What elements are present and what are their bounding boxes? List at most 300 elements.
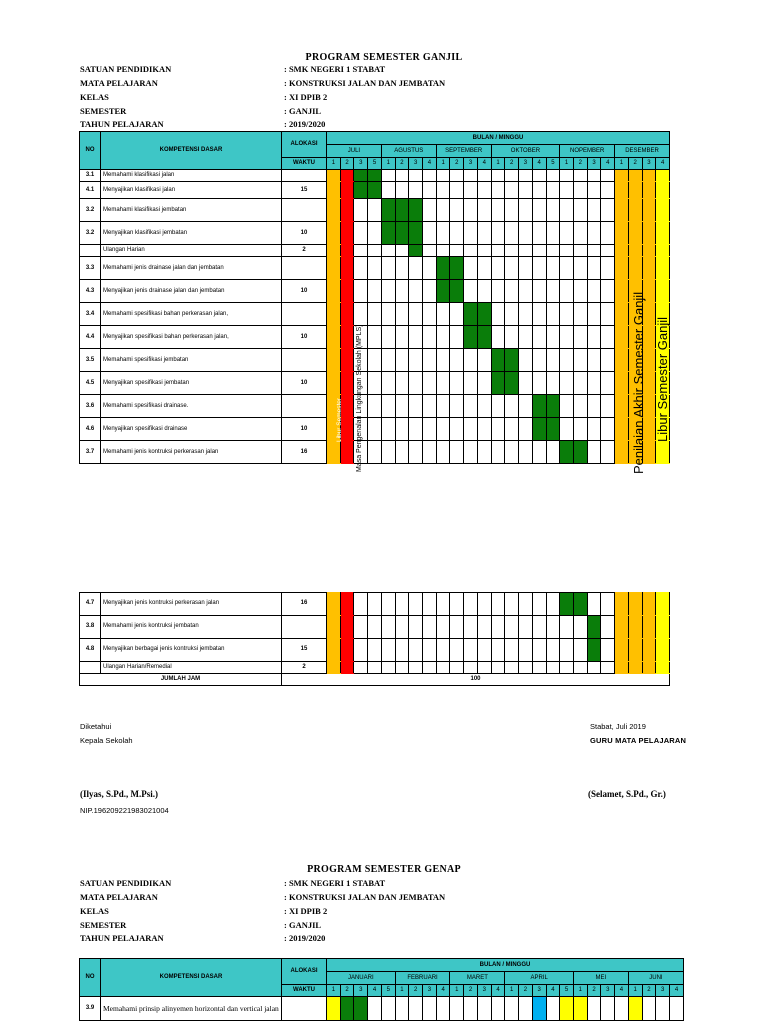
week-cell xyxy=(423,182,437,199)
week-cell xyxy=(560,170,574,182)
week-cell xyxy=(532,441,546,464)
week-cell xyxy=(464,372,478,395)
week-cell xyxy=(354,245,368,257)
kd-number: 3.8 xyxy=(80,615,101,638)
week-cell xyxy=(560,280,574,303)
week-cell xyxy=(340,615,354,638)
week-cell xyxy=(423,395,437,418)
week-cell xyxy=(327,441,341,464)
week-cell xyxy=(519,170,533,182)
ganjil-schedule-table-continued xyxy=(79,588,671,693)
kd-number: 3.1 xyxy=(80,170,101,182)
week-cell xyxy=(656,245,670,257)
week-cell xyxy=(477,418,491,441)
kd-number xyxy=(80,661,101,673)
week-cell xyxy=(532,661,546,673)
week-header: 2 xyxy=(505,158,519,170)
table-row xyxy=(80,222,670,245)
week-cell xyxy=(423,418,437,441)
week-cell xyxy=(327,280,341,303)
week-cell xyxy=(519,395,533,418)
week-cell xyxy=(327,199,341,222)
week-header: 4 xyxy=(477,158,491,170)
week-cell xyxy=(532,349,546,372)
week-cell xyxy=(546,592,560,615)
kd-description: Memahami spesifikasi bahan perkerasan jalan, xyxy=(101,303,282,326)
week-cell xyxy=(340,997,354,1021)
week-cell xyxy=(519,661,533,673)
week-cell xyxy=(368,997,382,1021)
week-cell xyxy=(587,615,601,638)
week-cell xyxy=(656,222,670,245)
week-cell xyxy=(381,170,395,182)
week-cell xyxy=(409,257,423,280)
week-cell xyxy=(381,638,395,661)
week-cell xyxy=(409,441,423,464)
week-cell xyxy=(505,170,519,182)
week-cell xyxy=(587,592,601,615)
week-cell xyxy=(560,349,574,372)
week-cell xyxy=(601,303,615,326)
week-cell xyxy=(615,326,629,349)
week-cell xyxy=(368,326,382,349)
kd-description: Memahami klasifikasi jembatan xyxy=(101,199,282,222)
week-cell xyxy=(477,592,491,615)
week-cell xyxy=(423,372,437,395)
col-header-alokasi: ALOKASI xyxy=(282,959,327,985)
week-cell xyxy=(436,326,450,349)
week-cell xyxy=(601,182,615,199)
table-row xyxy=(80,245,670,257)
kd-description: Menyajikan jenis drainase jalan dan jembatan xyxy=(101,280,282,303)
libur-ganjil-label: Libur Semester Ganjil xyxy=(655,317,670,442)
week-header: 1 xyxy=(327,158,341,170)
week-cell xyxy=(436,222,450,245)
week-header: 1 xyxy=(560,158,574,170)
kd-number: 3.2 xyxy=(80,222,101,245)
week-cell xyxy=(423,997,437,1021)
week-cell xyxy=(628,199,642,222)
week-cell xyxy=(423,638,437,661)
week-cell xyxy=(615,303,629,326)
week-cell xyxy=(615,661,629,673)
week-cell xyxy=(395,997,409,1021)
sig-left-nip: NIP.196209221983021004 xyxy=(80,806,169,815)
week-header: 2 xyxy=(450,158,464,170)
kd-description: Memahami prinsip alinyemen horizontal dan vertical jalan xyxy=(101,997,282,1021)
week-cell xyxy=(560,257,574,280)
week-cell xyxy=(409,592,423,615)
week-cell xyxy=(615,418,629,441)
month-header: JUNI xyxy=(628,972,683,985)
week-cell xyxy=(395,372,409,395)
sig-date: Stabat, Juli 2019 xyxy=(590,722,646,731)
week-header: 1 xyxy=(395,985,409,997)
table-row xyxy=(80,418,670,441)
kd-description: Memahami jenis kontruksi jembatan xyxy=(101,615,282,638)
week-header: 2 xyxy=(340,985,354,997)
table-row xyxy=(80,592,670,615)
week-cell xyxy=(381,257,395,280)
kd-number: 4.7 xyxy=(80,592,101,615)
genap-title: PROGRAM SEMESTER GENAP xyxy=(307,864,461,875)
week-cell xyxy=(656,257,670,280)
week-cell xyxy=(546,303,560,326)
week-cell xyxy=(505,441,519,464)
week-cell xyxy=(409,395,423,418)
week-cell xyxy=(615,395,629,418)
week-cell xyxy=(477,280,491,303)
month-header: APRIL xyxy=(505,972,574,985)
week-cell xyxy=(491,615,505,638)
alokasi-value: 15 xyxy=(282,182,327,199)
week-cell xyxy=(327,997,341,1021)
week-cell xyxy=(464,395,478,418)
week-cell xyxy=(409,372,423,395)
week-cell xyxy=(628,592,642,615)
kd-description: Memahami klasifikasi jalan xyxy=(101,170,282,182)
week-cell xyxy=(395,349,409,372)
week-cell xyxy=(395,592,409,615)
mpls-label: Masa Pengenalan Lingkungan Sekolah (MPLS) xyxy=(356,324,363,472)
kd-number: 3.6 xyxy=(80,395,101,418)
week-cell xyxy=(587,441,601,464)
week-cell xyxy=(491,257,505,280)
week-cell xyxy=(491,997,505,1021)
alokasi-value: 10 xyxy=(282,326,327,349)
week-cell xyxy=(340,638,354,661)
week-cell xyxy=(601,372,615,395)
week-cell xyxy=(409,349,423,372)
week-cell xyxy=(354,303,368,326)
week-cell xyxy=(546,395,560,418)
month-header: DESEMBER xyxy=(615,145,670,158)
week-cell xyxy=(532,592,546,615)
week-cell xyxy=(519,441,533,464)
col-header-waktu: WAKTU xyxy=(282,158,327,170)
week-cell xyxy=(477,303,491,326)
week-cell xyxy=(587,349,601,372)
week-header: 4 xyxy=(669,985,683,997)
week-cell xyxy=(409,170,423,182)
info-value: : 2019/2020 xyxy=(284,933,326,943)
week-cell xyxy=(532,280,546,303)
week-cell xyxy=(601,199,615,222)
week-cell xyxy=(560,303,574,326)
week-cell xyxy=(546,349,560,372)
week-cell xyxy=(642,182,656,199)
week-cell xyxy=(642,592,656,615)
week-cell xyxy=(656,170,670,182)
week-cell xyxy=(656,441,670,464)
info-label: TAHUN PELAJARAN xyxy=(80,119,164,129)
week-cell xyxy=(368,661,382,673)
week-cell xyxy=(464,349,478,372)
week-cell xyxy=(615,257,629,280)
week-cell xyxy=(395,280,409,303)
table-row xyxy=(80,997,684,1021)
week-cell xyxy=(519,199,533,222)
week-cell xyxy=(519,592,533,615)
week-cell xyxy=(395,441,409,464)
week-cell xyxy=(450,245,464,257)
week-cell xyxy=(354,222,368,245)
kd-number xyxy=(80,245,101,257)
month-header: FEBRUARI xyxy=(395,972,450,985)
week-cell xyxy=(450,280,464,303)
week-cell xyxy=(587,280,601,303)
week-cell xyxy=(491,441,505,464)
week-cell xyxy=(519,615,533,638)
week-cell xyxy=(395,182,409,199)
week-cell xyxy=(450,395,464,418)
week-cell xyxy=(340,280,354,303)
week-cell xyxy=(546,222,560,245)
week-cell xyxy=(560,222,574,245)
week-cell xyxy=(519,303,533,326)
week-header: 2 xyxy=(642,985,656,997)
week-cell xyxy=(601,615,615,638)
kd-description: Ulangan Harian xyxy=(101,245,282,257)
week-cell xyxy=(560,418,574,441)
table-row xyxy=(80,441,670,464)
week-cell xyxy=(615,638,629,661)
week-cell xyxy=(642,997,656,1021)
sig-left-name: (Ilyas, S.Pd., M.Psi.) xyxy=(80,789,159,799)
week-cell xyxy=(340,199,354,222)
week-cell xyxy=(519,222,533,245)
week-cell xyxy=(381,997,395,1021)
alokasi-value: 16 xyxy=(282,592,327,615)
week-cell xyxy=(464,182,478,199)
week-cell xyxy=(395,638,409,661)
week-cell xyxy=(560,592,574,615)
week-cell xyxy=(354,661,368,673)
week-cell xyxy=(573,170,587,182)
week-cell xyxy=(450,372,464,395)
week-cell xyxy=(423,592,437,615)
week-cell xyxy=(532,418,546,441)
month-header: JULI xyxy=(327,145,382,158)
week-cell xyxy=(656,199,670,222)
week-cell xyxy=(381,222,395,245)
week-cell xyxy=(464,418,478,441)
week-cell xyxy=(601,418,615,441)
week-cell xyxy=(491,592,505,615)
week-header: 5 xyxy=(546,158,560,170)
week-cell xyxy=(464,638,478,661)
week-cell xyxy=(560,997,574,1021)
week-cell xyxy=(409,222,423,245)
week-cell xyxy=(573,326,587,349)
info-label: KELAS xyxy=(80,92,109,102)
week-cell xyxy=(423,257,437,280)
week-cell xyxy=(395,199,409,222)
week-cell xyxy=(450,257,464,280)
kd-number: 3.5 xyxy=(80,349,101,372)
week-cell xyxy=(436,245,450,257)
week-cell xyxy=(491,661,505,673)
week-cell xyxy=(587,638,601,661)
table-row xyxy=(80,257,670,280)
alokasi-value xyxy=(282,997,327,1021)
week-cell xyxy=(395,222,409,245)
alokasi-value xyxy=(282,199,327,222)
week-header: 3 xyxy=(532,985,546,997)
week-cell xyxy=(381,349,395,372)
week-cell xyxy=(368,638,382,661)
week-header: 4 xyxy=(615,985,629,997)
week-header: 3 xyxy=(656,985,670,997)
alokasi-value: 10 xyxy=(282,372,327,395)
week-cell xyxy=(615,245,629,257)
week-cell xyxy=(409,615,423,638)
week-cell xyxy=(436,349,450,372)
week-cell xyxy=(436,303,450,326)
week-cell xyxy=(436,170,450,182)
week-cell xyxy=(601,222,615,245)
week-cell xyxy=(491,280,505,303)
week-cell xyxy=(642,222,656,245)
week-cell xyxy=(546,280,560,303)
week-cell xyxy=(642,199,656,222)
week-cell xyxy=(450,441,464,464)
week-cell xyxy=(450,199,464,222)
week-header: 4 xyxy=(546,985,560,997)
week-cell xyxy=(505,199,519,222)
month-header: JANUARI xyxy=(327,972,396,985)
week-header: 3 xyxy=(354,158,368,170)
kd-number: 4.1 xyxy=(80,182,101,199)
week-cell xyxy=(587,395,601,418)
week-cell xyxy=(560,441,574,464)
week-cell xyxy=(491,418,505,441)
week-header: 1 xyxy=(327,985,341,997)
week-cell xyxy=(409,280,423,303)
week-cell xyxy=(464,615,478,638)
week-cell xyxy=(464,257,478,280)
info-value: : GANJIL xyxy=(284,106,322,116)
week-header: 3 xyxy=(423,985,437,997)
week-cell xyxy=(601,997,615,1021)
week-cell xyxy=(642,245,656,257)
week-cell xyxy=(436,615,450,638)
info-label: SATUAN PENDIDIKAN xyxy=(80,64,172,74)
week-cell xyxy=(436,199,450,222)
week-cell xyxy=(560,326,574,349)
sig-kepala-sekolah: Kepala Sekolah xyxy=(80,736,133,745)
week-cell xyxy=(450,303,464,326)
week-cell xyxy=(491,222,505,245)
week-cell xyxy=(327,592,341,615)
week-cell xyxy=(436,257,450,280)
week-cell xyxy=(615,170,629,182)
week-cell xyxy=(628,182,642,199)
col-header-no: NO xyxy=(80,959,101,997)
week-cell xyxy=(532,615,546,638)
week-cell xyxy=(546,199,560,222)
week-cell xyxy=(546,182,560,199)
kd-description: Menyajikan berbagai jenis kontruksi jembatan xyxy=(101,638,282,661)
week-cell xyxy=(340,303,354,326)
alokasi-value: 2 xyxy=(282,661,327,673)
week-cell xyxy=(423,326,437,349)
week-cell xyxy=(532,372,546,395)
week-cell xyxy=(381,592,395,615)
week-cell xyxy=(560,395,574,418)
week-cell xyxy=(532,182,546,199)
week-cell xyxy=(395,326,409,349)
week-header: 5 xyxy=(560,985,574,997)
week-cell xyxy=(519,280,533,303)
kd-number: 4.4 xyxy=(80,326,101,349)
week-cell xyxy=(340,245,354,257)
week-cell xyxy=(354,615,368,638)
week-cell xyxy=(642,661,656,673)
week-cell xyxy=(505,615,519,638)
week-cell xyxy=(368,170,382,182)
week-cell xyxy=(354,997,368,1021)
week-cell xyxy=(327,245,341,257)
week-cell xyxy=(601,638,615,661)
week-cell xyxy=(340,257,354,280)
week-cell xyxy=(423,615,437,638)
week-cell xyxy=(395,170,409,182)
week-cell xyxy=(505,638,519,661)
info-value: : GANJIL xyxy=(284,920,322,930)
week-cell xyxy=(505,395,519,418)
month-header: SEPTEMBER xyxy=(436,145,491,158)
week-cell xyxy=(381,395,395,418)
week-cell xyxy=(354,182,368,199)
week-cell xyxy=(505,222,519,245)
week-cell xyxy=(409,326,423,349)
week-cell xyxy=(409,418,423,441)
kd-description: Memahami spesifikasi jembatan xyxy=(101,349,282,372)
week-cell xyxy=(327,326,341,349)
week-cell xyxy=(560,615,574,638)
week-cell xyxy=(519,638,533,661)
week-cell xyxy=(368,199,382,222)
week-cell xyxy=(573,245,587,257)
week-cell xyxy=(642,615,656,638)
week-cell xyxy=(573,199,587,222)
week-cell xyxy=(546,638,560,661)
week-header: 2 xyxy=(395,158,409,170)
week-cell xyxy=(464,997,478,1021)
info-value: : 2019/2020 xyxy=(284,119,326,129)
week-cell xyxy=(519,257,533,280)
week-cell xyxy=(340,222,354,245)
week-header: 3 xyxy=(477,985,491,997)
week-cell xyxy=(519,182,533,199)
week-cell xyxy=(354,170,368,182)
week-cell xyxy=(464,280,478,303)
week-cell xyxy=(491,303,505,326)
week-header: 2 xyxy=(519,985,533,997)
week-header: 1 xyxy=(381,158,395,170)
week-header: 2 xyxy=(464,985,478,997)
week-cell xyxy=(450,182,464,199)
week-header: 4 xyxy=(601,158,615,170)
week-cell xyxy=(340,170,354,182)
week-header: 2 xyxy=(409,985,423,997)
week-header: 4 xyxy=(532,158,546,170)
week-cell xyxy=(368,280,382,303)
alokasi-value: 16 xyxy=(282,441,327,464)
col-header-bulan: BULAN / MINGGU xyxy=(327,959,684,972)
alokasi-value: 15 xyxy=(282,638,327,661)
